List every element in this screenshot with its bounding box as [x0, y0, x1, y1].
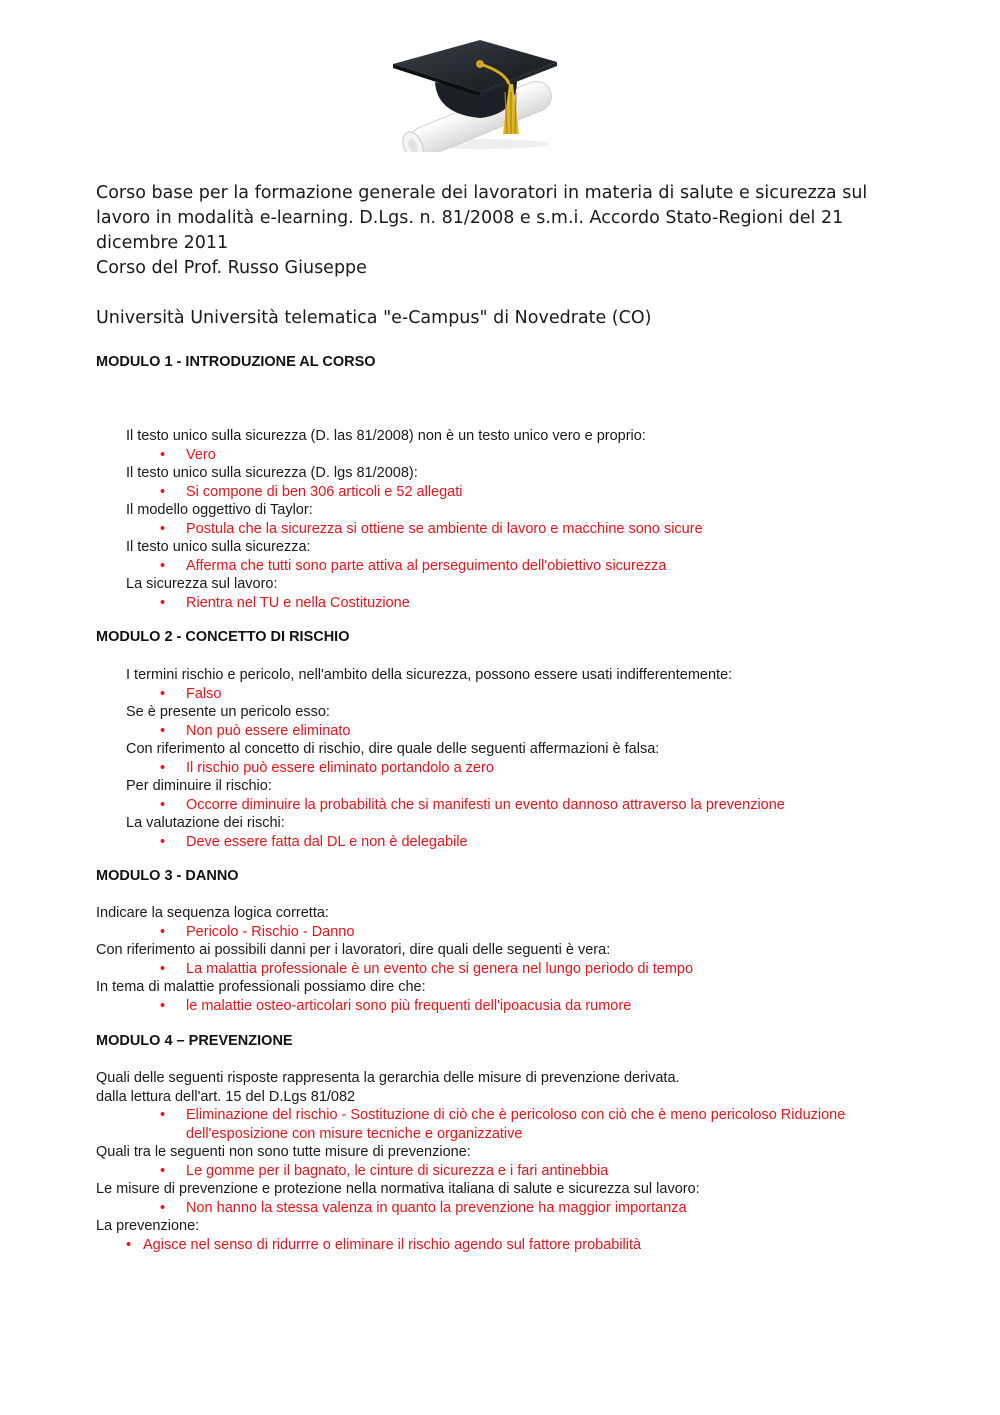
answer: • Rientra nel TU e nella Costituzione — [126, 594, 703, 613]
question: Il modello oggettivo di Taylor: — [126, 502, 313, 518]
answer: • Le gomme per il bagnato, le cinture di sicurezza e i fari antinebbia — [96, 1162, 886, 1181]
question: Il testo unico sulla sicurezza (D. las 81/2008) non è un testo unico vero e proprio: — [126, 428, 646, 444]
answer: • Il rischio può essere eliminato portandolo a zero — [126, 759, 785, 778]
answer: • La malattia professionale è un evento che si genera nel lungo periodo di tempo — [96, 960, 693, 979]
question: Le misure di prevenzione e protezione nella normativa italiana di salute e sicurezza sul lavoro: — [96, 1181, 700, 1197]
question-continuation: dalla lettura dell'art. 15 del D.Lgs 81/082 — [96, 1088, 356, 1105]
graduation-cap-logo — [385, 22, 565, 152]
question: Indicare la sequenza logica corretta: — [96, 905, 329, 921]
module-4-heading: MODULO 4 – PREVENZIONE — [96, 1033, 293, 1049]
course-description: Corso base per la formazione generale dei lavoratori in materia di salute e sicurezza sul lavoro in modalità e-learning. D.Lgs. n. 81/2008 e s.m.i. Accordo Stato-Regioni del 21 dicembre 2011 — [96, 183, 868, 253]
module-2-heading: MODULO 2 - CONCETTO DI RISCHIO — [96, 629, 350, 645]
question: La prevenzione: — [96, 1218, 200, 1234]
question: Se è presente un pericolo esso: — [126, 704, 330, 720]
question: La valutazione dei rischi: — [126, 815, 285, 831]
answer: • Deve essere fatta dal DL e non è delegabile — [126, 833, 785, 852]
question: Quali tra le seguenti non sono tutte misure di prevenzione: — [96, 1144, 471, 1160]
question: La sicurezza sul lavoro: — [126, 576, 278, 592]
course-university: Università Università telematica "e-Campus" di Novedrate (CO) — [96, 308, 652, 328]
answer: • le malattie osteo-articolari sono più frequenti dell'ipoacusia da rumore — [96, 997, 693, 1016]
question: Per diminuire il rischio: — [126, 778, 272, 794]
module-1-heading: MODULO 1 - INTRODUZIONE AL CORSO — [96, 354, 376, 370]
answer: • Postula che la sicurezza si ottiene se ambiente di lavoro e macchine sono sicure — [126, 520, 703, 539]
question: Quali delle seguenti risposte rappresenta la gerarchia delle misure di prevenzione derivata. — [96, 1070, 680, 1086]
answer: • Eliminazione del rischio - Sostituzione di ciò che è pericoloso con ciò che è meno pericoloso Riduzione dell'esposizione con misure tecniche e organizzative — [96, 1106, 886, 1143]
module-3-heading: MODULO 3 - DANNO — [96, 868, 239, 884]
module-4-qa — [96, 1069, 886, 1254]
answer: • Occorre diminuire la probabilità che si manifesti un evento dannoso attraverso la prevenzione — [126, 796, 785, 815]
question: Il testo unico sulla sicurezza: — [126, 539, 311, 555]
answer: • Si compone di ben 306 articoli e 52 allegati — [126, 483, 703, 502]
module-1-qa — [126, 427, 703, 612]
question: Con riferimento al concetto di rischio, dire quale delle seguenti affermazioni è falsa: — [126, 741, 660, 757]
answer: • Agisce nel senso di ridurrre o eliminare il rischio agendo sul fattore probabilità — [96, 1236, 886, 1255]
answer: • Pericolo - Rischio - Danno — [96, 923, 693, 942]
question: Il testo unico sulla sicurezza (D. lgs 81/2008): — [126, 465, 418, 481]
question: In tema di malattie professionali possiamo dire che: — [96, 979, 426, 995]
answer: • Non hanno la stessa valenza in quanto la prevenzione ha maggior importanza — [96, 1199, 886, 1218]
answer: • Vero — [126, 446, 703, 465]
module-2-qa — [126, 666, 785, 851]
answer: • Afferma che tutti sono parte attiva al perseguimento dell'obiettivo sicurezza — [126, 557, 703, 576]
module-3-qa — [96, 904, 693, 1015]
question: Con riferimento ai possibili danni per i lavoratori, dire quali delle seguenti è vera: — [96, 942, 611, 958]
question: I termini rischio e pericolo, nell'ambito della sicurezza, possono essere usati indifferentemente: — [126, 667, 733, 683]
course-professor: Corso del Prof. Russo Giuseppe — [96, 258, 367, 278]
answer: • Falso — [126, 685, 785, 704]
answer: • Non può essere eliminato — [126, 722, 785, 741]
